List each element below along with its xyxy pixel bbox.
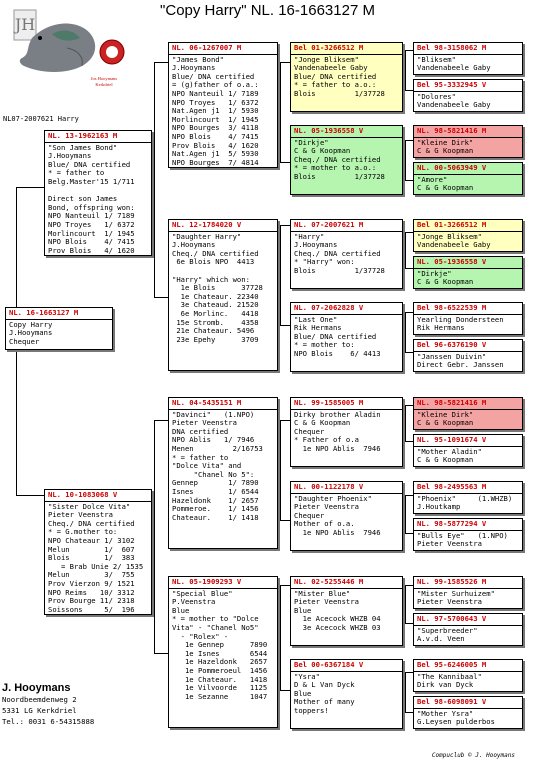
pedigree-line: NPO Troyes 1/ 6372 (172, 97, 259, 107)
pedigree-line: = Brab Unie 2/ 1535 (48, 561, 144, 571)
pedigree-line: 1e Acecock WHZB 04 (294, 614, 381, 624)
pedigree-line: "Amore" (417, 174, 448, 184)
pedigree-line: NPO Troyes 1/ 6372 (48, 219, 135, 229)
owner-name: J. Hooymans (2, 682, 71, 694)
pedigree-line: Hazeldonk 1/ 2657 (172, 495, 259, 505)
pedigree-line: "Jonge Bliksem" (417, 231, 482, 241)
pedigree-line: 1e Hazeldonk 2657 (172, 657, 268, 667)
pedigree-line: Direct son James (48, 194, 118, 204)
pedigree-box-mother (44, 489, 152, 615)
pedigree-line: Copy Harry (9, 319, 53, 329)
pedigree-line: toppers! (294, 705, 329, 715)
pedigree-line: NPO Nanteuil 1/ 7189 (172, 88, 259, 98)
pedigree-line: NPO Nanteuil 1/ 7189 (48, 211, 135, 221)
pedigree-line: = (g)father of o.a.: (172, 80, 259, 90)
pedigree-line: 1e Pommeroeul 1456 (172, 665, 268, 675)
pedigree-line: C & G Koopman (417, 146, 474, 156)
ring-number: NL. 95-1091674 V (414, 436, 522, 447)
ring-number: NL. 07-2062828 V (291, 304, 402, 315)
ring-number: NL. 12-1784020 V (169, 221, 277, 232)
pedigree-box-fm (168, 219, 278, 371)
pedigree-box-g8 (413, 339, 523, 372)
pedigree-box-mfm (290, 481, 403, 551)
pedigree-line: Yearling Dondersteen (417, 314, 504, 324)
pedigree-line: Vita" - "Chanel No5" (172, 622, 259, 632)
pedigree-line: 1e Isnes 6544 (172, 648, 268, 658)
ring-number: NL. 02-5255446 M (291, 578, 402, 589)
pedigree-line: Cheq./ DNA certified (172, 248, 259, 258)
pedigree-line: "Bliksem" (417, 54, 456, 64)
ring-number: NL. 98-5877294 V (414, 520, 522, 531)
pedigree-box-father (44, 130, 152, 256)
owner-city: 5331 LG Kerkdriel (2, 706, 77, 715)
pedigree-line: Cheq./ DNA certified (294, 248, 381, 258)
pedigree-line: 1e Blois 37728 (172, 283, 263, 293)
footer-credit: Compuclub © J. Hooymans (431, 752, 515, 759)
pedigree-line: Prov Blois 4/ 1620 (48, 245, 135, 255)
pedigree-line: 1e NPO Ablis 7946 (294, 527, 381, 537)
pedigree-line: * Father of o.a (294, 435, 359, 445)
pedigree-line: Vandenabeele Gaby (417, 240, 491, 250)
pedigree-line: Dirky brother Aladin (294, 409, 381, 419)
pedigree-line: "Phoenix" (1.WHZB) (417, 493, 513, 503)
pedigree-line: "Mister Blue" (294, 588, 351, 598)
pedigree-line: "Son James Bond" (48, 142, 118, 152)
ring-number: NL. 99-1585526 M (414, 578, 522, 589)
pedigree-box-g1 (413, 42, 523, 75)
pedigree-line: NPO Chateaur 1/ 3102 (48, 535, 135, 545)
pedigree-line: Nat.Agen j1 5/ 5930 (172, 149, 259, 159)
pedigree-line: "Janssen Duivin" (417, 351, 487, 361)
ring-number: NL. 00-1122178 V (291, 483, 402, 494)
pedigree-line: J.Houtkamp (417, 502, 461, 512)
pedigree-line: 1e Sezanne 1047 (172, 691, 268, 701)
pedigree-line: Melun 3/ 755 (48, 570, 135, 580)
pedigree-box-fmf (290, 219, 403, 289)
pedigree-line: "The Kannibaal" (417, 671, 482, 681)
pedigree-box-g7 (413, 302, 523, 335)
pedigree-line: 1e Vilvoorde 1125 (172, 683, 268, 693)
pedigree-line: - "Rolex" - (172, 631, 229, 641)
pedigree-box-mf (168, 397, 278, 549)
pedigree-line: Chequer (294, 510, 325, 520)
ring-number: Bel 96-6376190 V (414, 341, 522, 352)
pedigree-line: Rik Hermans (417, 323, 465, 333)
pedigree-line: Blue (294, 688, 312, 698)
pedigree-line: D & L Van Dyck (294, 680, 355, 690)
ring-number: Bel 01-3266512 M (291, 44, 402, 55)
pedigree-line: "Kleine Dirk" (417, 137, 474, 147)
pedigree-box-mm (168, 576, 278, 728)
pedigree-line: Chateaur. 1/ 1418 (172, 512, 259, 522)
owner-phone: Tel.: 0031 6-54315888 (2, 717, 95, 726)
ring-number: NL. 97-5700643 V (414, 615, 522, 626)
pedigree-box-ffm (290, 125, 403, 195)
pedigree-line: C & G Koopman (417, 455, 474, 465)
ring-number: NL. 00-5063949 V (414, 164, 522, 175)
pedigree-line: 1e Gennep 7890 (172, 640, 268, 650)
pedigree-line: Chequer (9, 336, 40, 346)
pedigree-line: "Ysra" (294, 671, 320, 681)
pedigree-line: * = father to a.o.: (294, 80, 377, 90)
pedigree-box-mmf (290, 576, 403, 646)
pedigree-box-g6 (413, 256, 523, 289)
pedigree-line: Isnes 1/ 6544 (172, 486, 259, 496)
pedigree-box-ff (168, 42, 278, 168)
pedigree-line: Dirk van Dyck (417, 680, 474, 690)
pedigree-line: "James Bond" (172, 54, 224, 64)
pedigree-line: * = mother to a.o.: (294, 163, 377, 173)
pedigree-line: DNA certified (172, 426, 229, 436)
pedigree-line: Soissons 5/ 196 (48, 604, 135, 614)
pedigree-line: NPO Blois 4/ 7415 (172, 131, 259, 141)
pedigree-line: NPO Bourges 7/ 4814 (172, 157, 259, 167)
page-title: "Copy Harry" NL. 16-1663127 M (160, 2, 375, 19)
pedigree-line: Blue/ DNA certified (294, 331, 377, 341)
ring-number: Bel 98-2495563 M (414, 483, 522, 494)
pedigree-line: "Dolce Vita" and (172, 461, 242, 471)
pedigree-line: 3e Acecock WHZB 03 (294, 622, 381, 632)
ring-number: Bel 95-6246005 M (414, 661, 522, 672)
pedigree-line: Pieter Veenstra (48, 510, 113, 520)
pigeon-logo (12, 8, 130, 92)
pedigree-line: Belg.Master'15 1/711 (48, 176, 135, 186)
pedigree-line: Menen 2/16753 (172, 443, 263, 453)
pedigree-box-g16 (413, 696, 523, 729)
svg-text:JH: JH (14, 15, 36, 34)
pedigree-line: "Kleine Dirk" (417, 409, 474, 419)
pedigree-line: "Chanel No 5": (172, 469, 255, 479)
pedigree-box-g14 (413, 613, 523, 646)
pedigree-line: Pieter Veenstra (417, 539, 482, 549)
pedigree-line: Morlincourt 1/ 1945 (172, 114, 259, 124)
pedigree-line: J.Hooymans (9, 328, 53, 338)
pedigree-line: 1e Chateaur. 1418 (172, 674, 268, 684)
pedigree-line: "Mother Ysra" (417, 708, 474, 718)
pedigree-line: "Bulls Eye" (1.NPO) (417, 530, 508, 540)
pedigree-line: Pieter Veenstra (417, 597, 482, 607)
owner-street: Noordbeemdenweg 2 (2, 695, 77, 704)
ring-number: NL. 07-2007621 M (291, 221, 402, 232)
ring-number: Bel 00-6367184 V (291, 661, 402, 672)
pedigree-line: Blois 1/37728 (294, 88, 385, 98)
pedigree-box-g13 (413, 576, 523, 609)
pedigree-line: Blue (294, 605, 312, 615)
pedigree-line: Nat.Agen j1 1/ 5930 (172, 106, 259, 116)
side-label: NL07-2007621 Harry (3, 115, 79, 123)
pedigree-line: G.Leysen pulderbos (417, 717, 495, 727)
pedigree-line: Prov Vierzon 9/ 1521 (48, 578, 135, 588)
pedigree-line: J.Hooymans (172, 63, 216, 73)
pedigree-box-mff (290, 397, 403, 467)
ring-number: NL. 05-1909293 V (169, 578, 277, 589)
ring-number: NL. 99-1585005 M (291, 399, 402, 410)
ring-number: Bel 95-3332945 V (414, 81, 522, 92)
pedigree-line: Blois 1/ 383 (48, 553, 135, 563)
ring-number: NL. 98-5821416 M (414, 399, 522, 410)
pedigree-line: * "Harry" won: (294, 257, 355, 267)
pedigree-line: Pieter Veenstra (294, 597, 359, 607)
pedigree-box-g5 (413, 219, 523, 252)
pedigree-line: "Dolores" (417, 91, 456, 101)
pedigree-box-fmm (290, 302, 403, 372)
pedigree-line: C & G Koopman (417, 183, 474, 193)
pedigree-box-g2 (413, 79, 523, 112)
logo-caption-name: Jos Hooymans (90, 76, 118, 81)
pedigree-line: J.Hooymans (294, 240, 338, 250)
pedigree-line: C & G Koopman (417, 277, 474, 287)
ring-number: NL. 04-5435151 M (169, 399, 277, 410)
pedigree-line: C & G Koopman (294, 418, 351, 428)
pedigree-line: P.Veenstra (172, 597, 216, 607)
pedigree-line: Vandenabeele Gaby (417, 63, 491, 73)
pedigree-box-fff (290, 42, 403, 112)
pedigree-line: * = father to (48, 168, 105, 178)
pedigree-line: "Dirkje" (417, 268, 452, 278)
pedigree-line: Vandenabeele Gaby (417, 100, 491, 110)
pedigree-line: "Mister Surhuizem" (417, 588, 495, 598)
pedigree-box-g11 (413, 481, 523, 514)
pedigree-box-g3 (413, 125, 523, 158)
pedigree-line: "Mother Aladin" (417, 446, 482, 456)
pedigree-line: Morlincourt 1/ 1945 (48, 228, 135, 238)
pedigree-line: Prov Blois 4/ 1620 (172, 140, 259, 150)
pedigree-line: Bond, offspring won: (48, 202, 135, 212)
pedigree-box-g4 (413, 162, 523, 195)
pedigree-line: "Dirkje" (294, 137, 329, 147)
pedigree-line: "Special Blue" (172, 588, 233, 598)
pedigree-line: 23e Epehy 3709 (172, 334, 259, 344)
ring-number: Bel 98-6522539 M (414, 304, 522, 315)
pedigree-line: * = mother to: (294, 340, 355, 350)
logo-caption-town: Kerkdriel (95, 82, 113, 87)
pedigree-line: Vandenabeele Gaby (294, 63, 368, 73)
pedigree-line: "Superbreeder" (417, 625, 478, 635)
pedigree-line: Rik Hermans (294, 323, 342, 333)
pedigree-line: Blue/ DNA certified (172, 71, 255, 81)
pedigree-line: "Davinci" (1.NPO) (172, 409, 255, 419)
pedigree-line: A.v.d. Veen (417, 634, 465, 644)
ring-number: NL. 16-1663127 M (6, 309, 112, 320)
pedigree-line: "Harry" which won: (172, 274, 250, 284)
pedigree-line: J.Hooymans (48, 151, 92, 161)
pedigree-line: 21e Chateaur. 5496 (172, 326, 255, 336)
pedigree-line: Blue/ DNA certified (48, 159, 131, 169)
pedigree-line: Prov Bourge 11/ 2318 (48, 596, 135, 606)
owner-address (2, 683, 94, 727)
pedigree-line: * = mother to "Dolce (172, 614, 259, 624)
pedigree-line: "Jonge Bliksem" (294, 54, 359, 64)
pedigree-line: Pieter Veenstra (172, 418, 237, 428)
pedigree-box-g10 (413, 434, 523, 467)
pedigree-line: "Daughter Harry" (172, 231, 242, 241)
pedigree-line: Mother of many (294, 697, 355, 707)
pedigree-box-g9 (413, 397, 523, 430)
pedigree-line: Pieter Veenstra (294, 502, 359, 512)
pedigree-line: Cheq./ DNA certified (48, 518, 135, 528)
ring-number: NL. 06-1267007 M (169, 44, 277, 55)
ring-number: NL. 10-1083068 V (45, 491, 151, 502)
pedigree-line: 1e NPO Ablis 7946 (294, 443, 381, 453)
pedigree-line: Blue (172, 605, 190, 615)
pedigree-line: Direct Gebr. Janssen (417, 360, 504, 370)
pedigree-line: 1e Chateaur. 22340 (172, 291, 259, 301)
pedigree-line: Gennep 1/ 7890 (172, 478, 259, 488)
pedigree-line: "Last One" (294, 314, 338, 324)
pedigree-line: NPO Blois 6/ 4413 (294, 348, 381, 358)
pedigree-line: "Daughter Phoenix" (294, 493, 372, 503)
ring-number: NL. 05-1936558 V (291, 127, 402, 138)
ring-number: NL. 05-1936558 V (414, 258, 522, 269)
pedigree-line: Chequer (294, 426, 325, 436)
pedigree-line: * = G.mother to: (48, 527, 118, 537)
pedigree-box-g15 (413, 659, 523, 692)
pedigree-line: Cheq./ DNA certified (294, 154, 381, 164)
pedigree-line: Melun 1/ 607 (48, 544, 135, 554)
pedigree-box-subject (5, 307, 113, 350)
ring-number: Bel 98-6098091 V (414, 698, 522, 709)
pedigree-line: Blois 1/37728 (294, 265, 385, 275)
pedigree-line: C & G Koopman (417, 418, 474, 428)
pedigree-line: Blois 1/37728 (294, 171, 385, 181)
pedigree-line: * = father to (172, 452, 229, 462)
pedigree-line: NPO Blois 4/ 7415 (48, 237, 135, 247)
pedigree-line: Blue/ DNA certified (294, 71, 377, 81)
pedigree-line: 6e Morlinc. 4418 (172, 308, 259, 318)
ring-number: NL. 13-1962163 M (45, 132, 151, 143)
pedigree-line: J.Hooymans (172, 240, 216, 250)
ring-number: NL. 98-5821416 M (414, 127, 522, 138)
pedigree-line: "Sister Dolce Vita" (48, 501, 131, 511)
pedigree-line: NPO Ablis 1/ 7946 (172, 435, 255, 445)
pedigree-box-g12 (413, 518, 523, 551)
pedigree-line: "Harry" (294, 231, 325, 241)
pedigree-box-mmm (290, 659, 403, 729)
pedigree-line: C & G Koopman (294, 146, 351, 156)
pedigree-line: 15e Stromb. 4358 (172, 317, 259, 327)
pedigree-line: NPO Reims 10/ 3312 (48, 587, 135, 597)
pedigree-line: Pommeroe. 1/ 1456 (172, 504, 259, 514)
pedigree-line: 6e Blois NPO 4413 (172, 257, 255, 267)
pedigree-line: Mother of o.a. (294, 519, 355, 529)
ring-number: Bel 01-3266512 M (414, 221, 522, 232)
pedigree-line: NPO Bourges 3/ 4118 (172, 123, 259, 133)
ring-number: Bel 98-3158062 M (414, 44, 522, 55)
pedigree-line: 3e Chateaud. 21520 (172, 300, 259, 310)
